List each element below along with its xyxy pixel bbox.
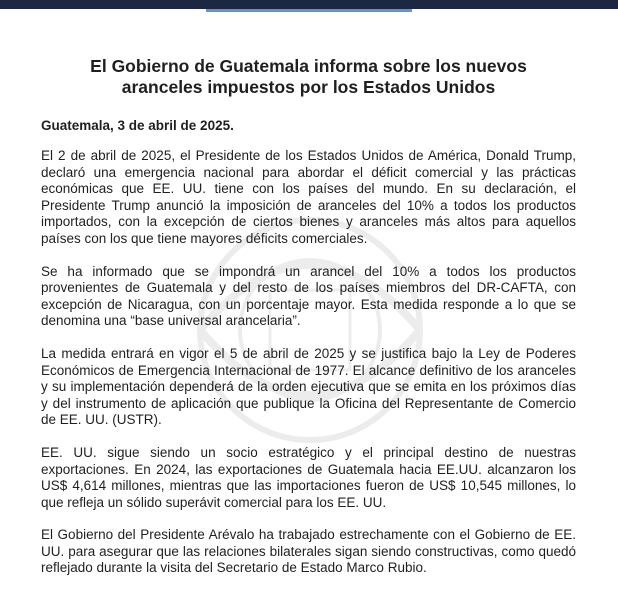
- title-line-1: El Gobierno de Guatemala informa sobre los nuevos: [90, 56, 527, 76]
- paragraph-2: Se ha informado que se impondrá un arancel del 10% a todos los productos provenientes de Guatemala y del resto de los países miembros del DR-CAFTA, con excepción de Nicaragua, con un porcentaje mayor. Esta medida responde a lo que se denomina una “base universal arancelaria”.: [41, 263, 576, 329]
- dateline: Guatemala, 3 de abril de 2025.: [41, 118, 234, 133]
- header-accent-stripe: [206, 9, 412, 12]
- paragraph-3: La medida entrará en vigor el 5 de abril de 2025 y se justifica bajo la Ley de Poderes Económicos de Emergencia Internacional de 1977. El alcance definitivo de los aranceles y su implementación dependerá de la orden ejecutiva que se emita en los próximos días y del instrumento de aplicación que publique la Oficina del Representante de Comercio de EE. UU. (USTR).: [41, 345, 576, 428]
- paragraph-4: EE. UU. sigue siendo un socio estratégico y el principal destino de nuestras exportaciones. En 2024, las exportaciones de Guatemala hacia EE.UU. alcanzaron los US$ 4,614 millones, mientras que las importaciones fueron de US$ 10,545 millones, lo que refleja un sólido superávit comercial para los EE. UU.: [41, 444, 576, 510]
- paragraph-5: El Gobierno del Presidente Arévalo ha trabajado estrechamente con el Gobierno de EE. UU. para asegurar que las relaciones bilaterales sigan siendo constructivas, como quedó reflejado durante la visita del Secretario de Estado Marco Rubio.: [41, 527, 576, 576]
- document-title: [41, 56, 576, 98]
- paragraph-1: El 2 de abril de 2025, el Presidente de los Estados Unidos de América, Donald Trump, declaró una emergencia nacional para abordar el déficit comercial y las prácticas económicas que EE. UU. tiene con los países del mundo. En su declaración, el Presidente Trump anunció la imposición de aranceles del 10% a todos los productos importados, con la excepción de ciertos bienes y aranceles más altos para aquellos países con los que tiene mayores déficits comerciales.: [41, 148, 576, 246]
- document-body: [41, 56, 576, 593]
- header-bar: [0, 0, 618, 9]
- title-line-2: aranceles impuestos por los Estados Unidos: [121, 77, 496, 97]
